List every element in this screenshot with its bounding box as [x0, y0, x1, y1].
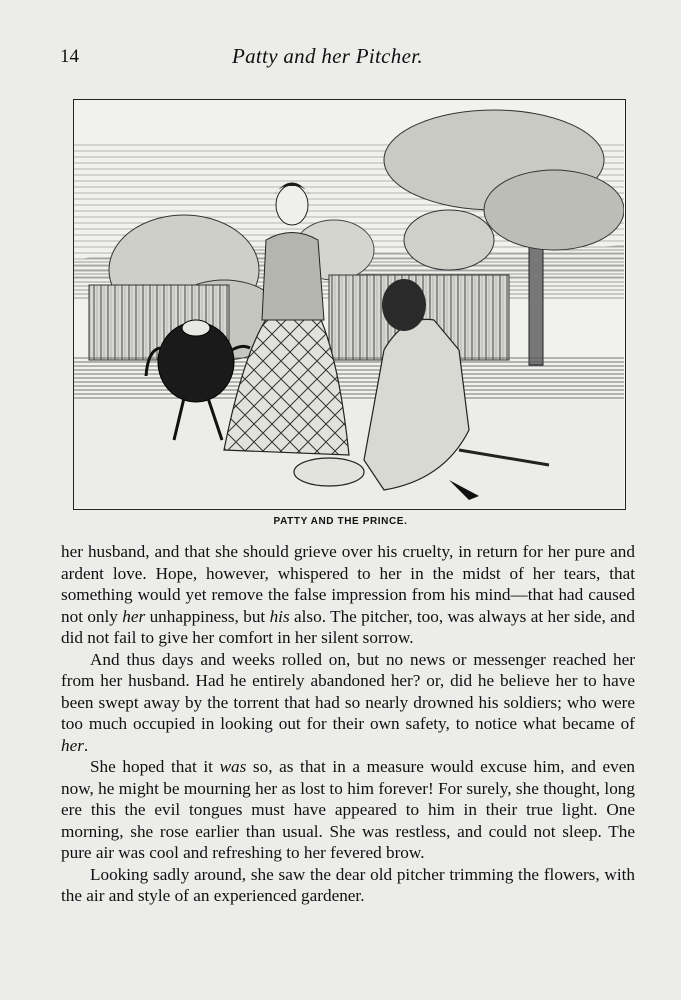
italic-text: her	[122, 606, 146, 626]
text-run: Looking sadly around, she saw the dear old pitcher trimming the flowers, with the air and style of an experienced gardener.	[61, 864, 635, 905]
text-run: .	[83, 735, 89, 755]
text-run: unhappiness, but	[145, 606, 270, 626]
illustration-caption: PATTY AND THE PRINCE.	[273, 516, 408, 527]
paragraph	[61, 649, 635, 757]
text-run: also. The pitcher, too, was always at her side, and did not fail to give her comfort in her silent sorrow.	[61, 606, 635, 647]
italic-text: his	[269, 606, 290, 626]
paragraph	[61, 756, 635, 864]
body-text	[61, 541, 635, 907]
text-run: her husband, and that she should grieve over his cruelty, in return for her pure and ardent love. Hope, however, whispered to her in the midst of her tears, that something would yet remove the false impression from his mind—that had caused not only	[61, 542, 635, 626]
text-run: And thus days and weeks rolled on, but no news or messenger reached her from her husband. Had he entirely abandoned her? or, did he believe her to have been swept away by the torrent that had so nearly drowned his soldiers; who were too much occupied in looking out for their own safety, to notice what became of	[61, 649, 635, 733]
text-run: so, as that in a measure would excuse him, and even now, he might be mourning her as lost to him forever! For surely, she thought, long ere this the evil tongues must have appeared to him in their true light. One morning, she rose earlier than usual. She was restless, and could not sleep. The pure air was cool and refreshing to her fevered brow.	[61, 757, 635, 862]
engraving-illustration	[73, 99, 626, 510]
grass	[74, 355, 624, 405]
running-title: Patty and her Pitcher.	[232, 44, 423, 68]
paragraph	[61, 541, 635, 649]
italic-text: her	[61, 735, 84, 755]
text-run: She hoped that it	[90, 757, 220, 776]
page-number: 14	[60, 46, 79, 67]
paragraph	[61, 864, 635, 907]
italic-text: was	[219, 757, 247, 776]
